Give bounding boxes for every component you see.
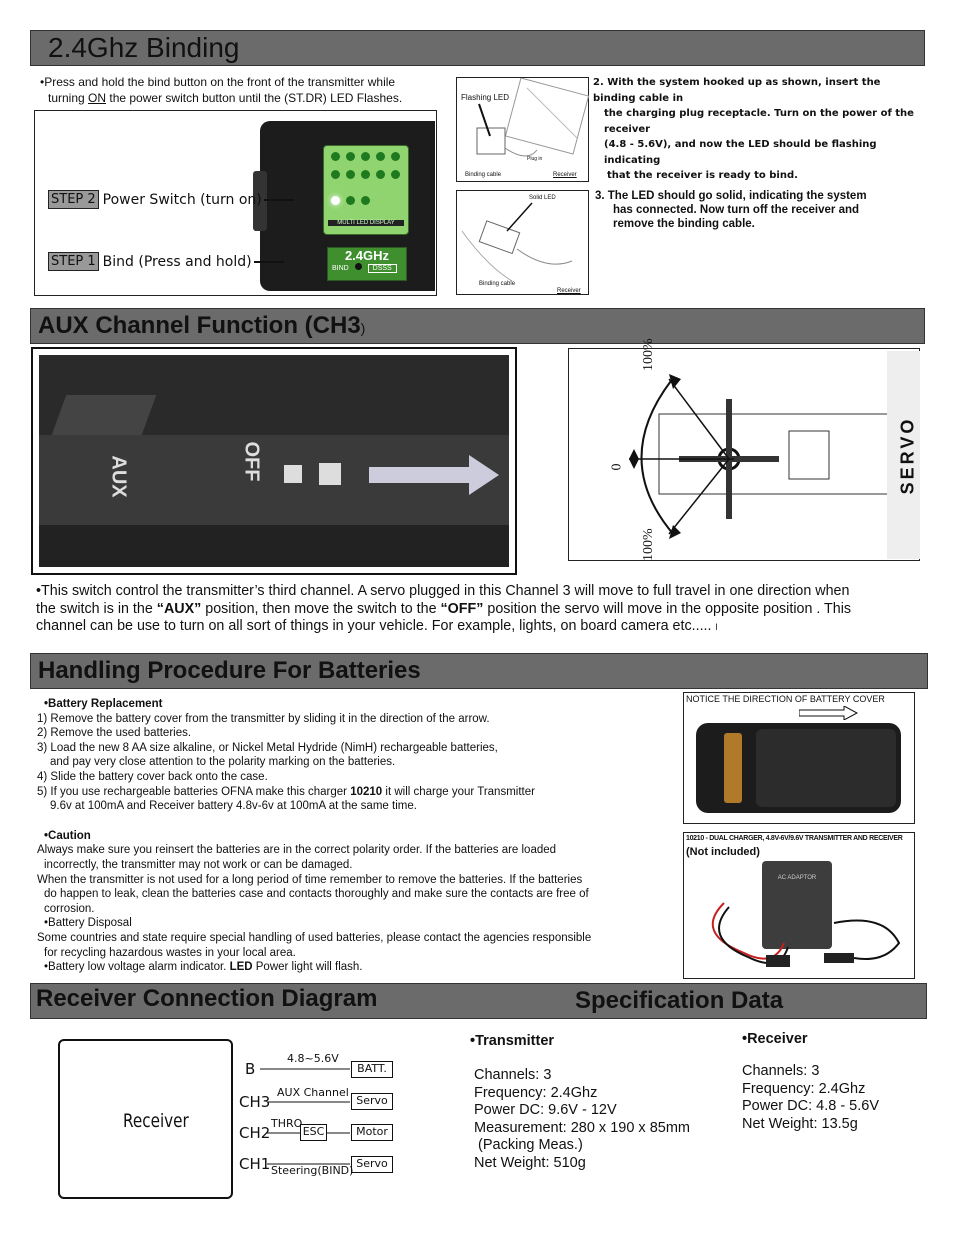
binding-diagram-solid bbox=[456, 190, 589, 295]
step1-arrow bbox=[254, 261, 284, 263]
binding-intro-line1: •Press and hold the bind button on the front of the transmitter while bbox=[40, 75, 396, 89]
steering-servo-box: Servo bbox=[351, 1156, 393, 1173]
receiver-spec: •Receiver Channels: 3 Frequency: 2.4Ghz Power DC: 4.8 - 5.6V Net Weight: 13.5g bbox=[742, 1031, 932, 1133]
binding-intro bbox=[40, 74, 450, 106]
battery-replacement: •Battery Replacement 1) Remove the battery cover from the transmitter by sliding it in the direction of the arrow. 2) Remove the used batteries. 3) Load the new 8 AA size alkaline, or Nickel Metal Hydride (NimH) rechargeable batteries, and pay very close attention to the polarity marking on the batteries. 4) Slide the battery cover back onto the case. 5) If you use rechargeable batteries OFNA make this charger 10210 it will charge your Transmitter 9.6v at 100mA and Receiver battery 4.8v-6v at 100mA at the same time. •Caution Always make sure you reinsert the batteries are in the correct polarity order. If the batteries are loaded incorrectly, the transmitter may not work or can be damaged. When the transmitter is not used for a long period of time remember to remove the batteries. If the batteries do happen to leak, clean the batteries case and contacts thoroughly and make sure the contacts are free of corrosion. •Battery Disposal Some countries and state require special handling of used batteries, please contact the agencies responsible for recycling hazardous wastes in your local area. •Battery low voltage alarm indicator. LED Power light will flash. bbox=[37, 698, 592, 974]
battery-compartment bbox=[696, 723, 901, 813]
charger-cables bbox=[684, 833, 916, 980]
multi-led-display-label: MULTI LED DISPLAY bbox=[328, 220, 404, 226]
led-panel bbox=[323, 145, 409, 235]
receiver-diagram-title: Receiver Connection Diagram bbox=[36, 985, 378, 1012]
not-included-label: (Not included) bbox=[686, 846, 760, 858]
step2-arrow bbox=[264, 199, 294, 201]
bind-button-dot[interactable] bbox=[355, 263, 362, 270]
step2-row bbox=[48, 190, 294, 209]
batteries-title: Handling Procedure For Batteries bbox=[38, 657, 421, 684]
aux-description: •This switch control the transmitter’s third channel. A servo plugged in this Channel 3 will move to full travel in one direction when the switch is in the “AUX” position, then move the switch to the “OFF” position the servo will move in the opposite position . This channel can be use to turn on all sort of things in your vehicle. For example, lights, on board camera etc..... l bbox=[36, 583, 852, 635]
servo-bottom-label: 100% bbox=[641, 528, 656, 561]
aux-title: AUX Channel Function (CH3) bbox=[38, 312, 366, 339]
aux-servo-box: Servo bbox=[351, 1093, 393, 1110]
battery-cell bbox=[724, 733, 742, 803]
aux-switch-photo bbox=[31, 347, 517, 575]
diagram1-binding-cable-label: Binding cable bbox=[465, 172, 502, 178]
servo-mid-label: 0 bbox=[609, 463, 625, 471]
motor-box: Motor bbox=[351, 1124, 393, 1141]
batt-voltage-label: 4.8~5.6V bbox=[287, 1052, 339, 1065]
flashing-led-label: Flashing LED bbox=[461, 93, 510, 102]
port-b: B bbox=[245, 1060, 256, 1078]
flashing-diagram-art bbox=[457, 78, 590, 183]
diagram2-binding-cable-label: Binding cable bbox=[479, 281, 516, 287]
plug-in-label: Plug in bbox=[527, 156, 543, 162]
diagram1-receiver-label: Receiver bbox=[553, 172, 577, 178]
port-ch2: CH2 bbox=[239, 1124, 271, 1142]
binding-diagram-flashing bbox=[456, 77, 589, 182]
binding-title: 2.4Ghz Binding bbox=[48, 32, 240, 63]
charger-photo bbox=[683, 832, 915, 979]
port-ch1: CH1 bbox=[239, 1155, 271, 1173]
dsss-label: DSSS bbox=[368, 264, 397, 273]
transmitter-front-photo bbox=[34, 110, 437, 296]
aux-channel-label: AUX Channel bbox=[277, 1086, 349, 1099]
off-label: OFF bbox=[240, 441, 263, 482]
binding-step2-note: 2. With the system hooked up as shown, insert the binding cable in the charging plug receptacle. Turn on the power of the receiver (4.8 - 5.6V), and now the LED should be flashing indicating that the receiver is ready to bind. bbox=[593, 77, 914, 181]
ghz-badge bbox=[327, 247, 407, 281]
step1-text: Bind (Press and hold) bbox=[102, 253, 252, 270]
step2-text: Power Switch (turn on) bbox=[102, 191, 262, 208]
binding-intro-line2: turning ON the power switch button until the (ST.DR) LED Flashes. bbox=[48, 91, 403, 105]
ghz-label: 2.4GHz bbox=[344, 248, 390, 263]
aux-switch-slider[interactable] bbox=[52, 395, 157, 435]
servo-top-label: 100% bbox=[641, 338, 656, 371]
servo-diagram bbox=[568, 338, 920, 561]
receiver-connection-diagram bbox=[55, 1036, 400, 1203]
direction-arrow-icon bbox=[369, 455, 489, 485]
solid-diagram-art bbox=[457, 191, 590, 296]
esc-box: ESC bbox=[300, 1124, 327, 1141]
step1-row bbox=[48, 252, 284, 271]
connection-lines bbox=[55, 1036, 400, 1203]
batt-box: BATT. bbox=[351, 1061, 393, 1078]
solid-led-label: Solid LED bbox=[529, 195, 556, 201]
steering-bind-label: Steering(BIND) bbox=[271, 1164, 354, 1177]
transmitter-spec: •Transmitter Channels: 3 Frequency: 2.4Ghz Power DC: 9.6V - 12V Measurement: 280 x 190 x 85mm (Packing Meas.) Net Weight: 510g bbox=[470, 1033, 730, 1173]
adapter-label: AC ADAPTOR bbox=[777, 875, 817, 881]
step1-tag: STEP 1 bbox=[48, 252, 99, 271]
battery-cover-photo bbox=[683, 692, 915, 824]
tx-heading: •Transmitter bbox=[470, 1033, 555, 1049]
diagram2-receiver-label: Receiver bbox=[557, 288, 581, 294]
binding-step3-note: 3. The LED should go solid, indicating the system has connected. Now turn off the receiver and remove the binding cable. bbox=[595, 190, 867, 230]
charger-caption: 10210 - DUAL CHARGER, 4.8V-6V/9.6V TRANSMITTER AND RECEIVER bbox=[686, 835, 903, 842]
rx-heading: •Receiver bbox=[742, 1031, 808, 1047]
spec-title: Specification Data bbox=[575, 987, 784, 1014]
battery-cover-notice: NOTICE THE DIRECTION OF BATTERY COVER bbox=[686, 694, 885, 704]
servo-side-label: SERVO bbox=[897, 416, 918, 495]
thro-label: THRO bbox=[271, 1117, 303, 1130]
receiver-label: Receiver bbox=[123, 1110, 189, 1132]
servo-drawing bbox=[569, 349, 921, 562]
aux-label: AUX bbox=[107, 455, 130, 498]
bind-label: BIND bbox=[332, 265, 349, 272]
step2-tag: STEP 2 bbox=[48, 190, 99, 209]
port-ch3: CH3 bbox=[239, 1093, 271, 1111]
